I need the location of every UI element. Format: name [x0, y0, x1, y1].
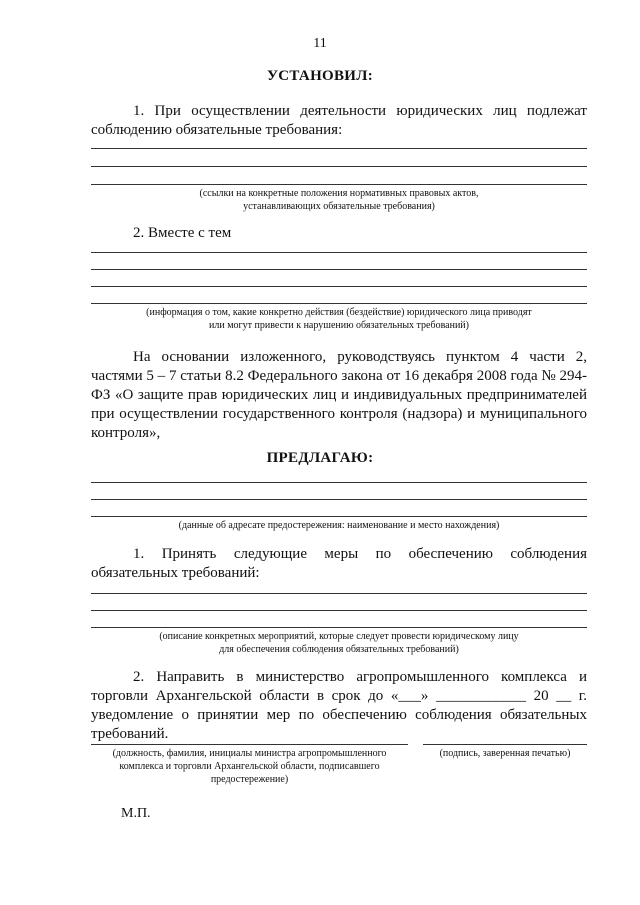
caption-line: (описание конкретных мероприятий, которые следует провести юридическому лицу — [159, 631, 519, 642]
fill-line — [91, 499, 587, 500]
established-item-2-caption — [91, 306, 587, 332]
caption-line: для обеспечения соблюдения обязательных требований) — [219, 644, 459, 655]
fill-line — [91, 627, 587, 628]
position-caption — [91, 747, 408, 786]
caption-line: или могут привести к нарушению обязательных требований) — [209, 320, 469, 331]
fill-line — [91, 252, 587, 253]
basis-paragraph: На основании изложенного, руководствуясь пунктом 4 части 2, частями 5 – 7 статьи 8.2 Федерального закона от 16 декабря 2008 года № 294-ФЗ «О защите прав юридических лиц и индивидуальных предпринимателей при осуществлении государственного контроля (надзора) и муниципального контроля», — [91, 349, 587, 441]
position-signature-line — [91, 744, 408, 745]
fill-line — [91, 610, 587, 611]
caption-line: устанавливающих обязательные требования) — [243, 201, 435, 212]
fill-line — [91, 184, 587, 185]
fill-line — [91, 593, 587, 594]
propose-item-2: 2. Направить в министерство агропромышленного комплекса и торговли Архангельской области в срок до «___» ____________ 20 __ г. уведомление о принятии мер по обеспечению соблюдения обязательных требований. — [91, 669, 587, 742]
caption-line: предостережение) — [210, 774, 289, 785]
caption-line: (информация о том, какие конкретно действия (бездействие) юридического лица приводят — [146, 307, 532, 318]
page-number: 11 — [313, 36, 327, 51]
established-item-1-caption — [91, 187, 587, 213]
fill-line — [91, 286, 587, 287]
heading-propose: ПРЕДЛАГАЮ: — [266, 450, 374, 466]
established-item-1: 1. При осуществлении деятельности юридических лиц подлежат соблюдению обязательные требования: — [91, 103, 587, 138]
fill-line — [91, 482, 587, 483]
caption-line: (ссылки на конкретные положения нормативных правовых актов, — [199, 188, 479, 199]
stamp-place-label: М.П. — [121, 806, 151, 821]
heading-established: УСТАНОВИЛ: — [266, 68, 374, 84]
fill-line — [91, 516, 587, 517]
fill-line — [91, 269, 587, 270]
fill-line — [91, 166, 587, 167]
caption-line: комплекса и торговли Архангельской области, подписавшего — [119, 761, 380, 772]
established-item-2: 2. Вместе с тем — [133, 225, 232, 241]
signature-line — [423, 744, 587, 745]
fill-line — [91, 303, 587, 304]
fill-line — [91, 148, 587, 149]
propose-item-1: 1. Принять следующие меры по обеспечению соблюдения обязательных требований: — [91, 546, 587, 581]
caption-line: (должность, фамилия, инициалы министра агропромышленного — [112, 748, 387, 759]
signature-caption: (подпись, заверенная печатью) — [439, 748, 571, 759]
caption-line: (данные об адресате предостережения: наименование и место нахождения) — [178, 520, 500, 531]
propose-item-1-caption — [91, 630, 587, 656]
addressee-caption — [91, 519, 587, 532]
